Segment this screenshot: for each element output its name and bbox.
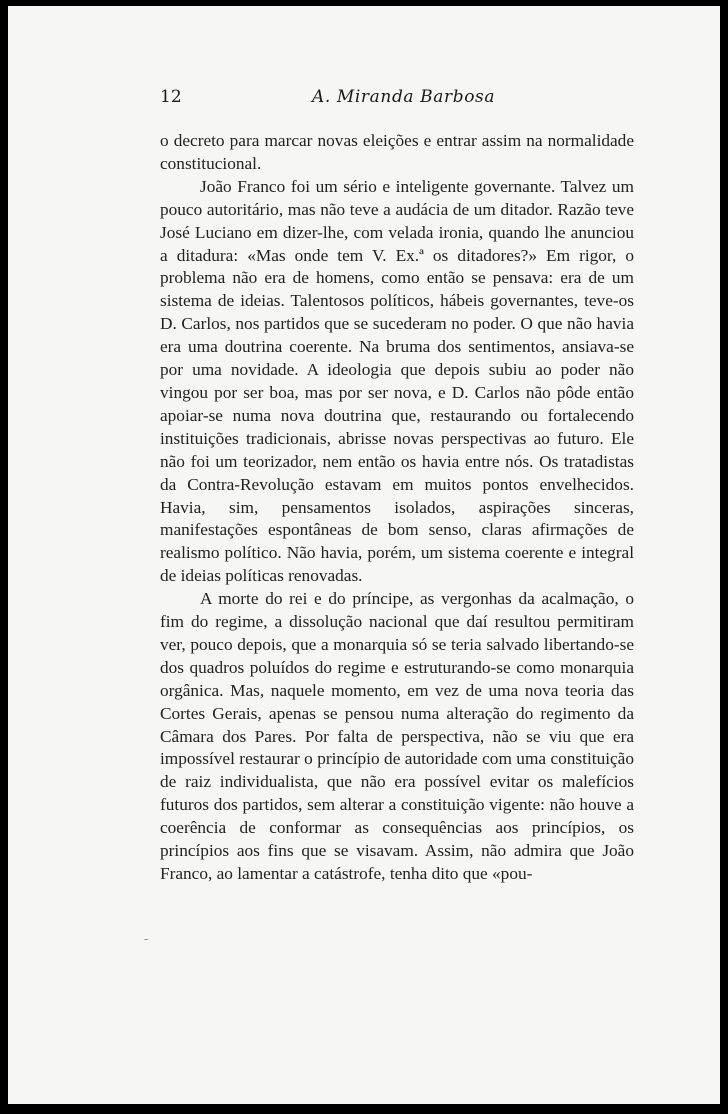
book-page — [8, 6, 720, 1104]
paragraph-morte-do-rei: A morte do rei e do príncipe, as vergonhas da acalmação, o fim do regime, a dissolução nacional que daí resultou permitiram ver, pouco depois, que a monarquia só se teria salvado libertando-se dos quadros poluídos do regime e estruturando-se como monarquia orgânica. Mas, naquele momento, em vez de uma nova teoria das Cortes Gerais, apenas se pensou numa alteração do regimento da Câmara dos Pares. Por falta de perspectiva, não se viu que era impossível restaurar o princípio de autoridade com uma constituição de raiz individualista, que não era possível evitar os malefícios futuros dos partidos, sem alterar a constituição vigente: não houve a coerência de conformar as consequências aos princípios, os princípios aos fins que se visavam. Assim, não admira que João Franco, ao lamentar a catástrofe, tenha dito que «pou- — [160, 589, 634, 883]
body-text — [160, 130, 634, 886]
paragraph-continuation: o decreto para marcar novas eleições e entrar assim na normalidade constitucional. — [160, 131, 634, 173]
paragraph-joao-franco: João Franco foi um sério e inteligente governante. Talvez um pouco autoritário, mas não teve a audácia de um ditador. Razão teve José Luciano em dizer-lhe, com velada ironia, quando lhe anunciou a ditadura: «Mas onde tem V. Ex.ª os ditadores?» Em rigor, o problema não era de homens, como então se pensava: era de um sistema de ideias. Talentosos políticos, hábeis governantes, teve-os D. Carlos, nos partidos que se sucederam no poder. O que não havia era uma doutrina coerente. Na bruma dos sentimentos, ansiava-se por uma novidade. A ideologia que depois subiu ao poder não vingou por ser boa, mas por ser nova, e D. Carlos não pôde então apoiar-se numa nova doutrina que, restaurando ou fortalecendo instituições tradicionais, abrisse novas perspectivas ao futuro. Ele não foi um teorizador, nem então os havia entre nós. Os tratadistas da Contra-Revolução estavam em muitos pontos envelhecidos. Havia, sim, pensamentos isolados, aspirações sinceras, manifestações espontâneas de bom senso, claras afirmações de realismo político. Não havia, porém, um sistema coerente e integral de ideias políticas renovadas. — [160, 176, 634, 586]
margin-mark: - — [144, 932, 149, 946]
page-number: 12 — [160, 87, 182, 107]
running-head: A. Miranda Barbosa — [312, 87, 496, 107]
page-header — [8, 87, 720, 115]
